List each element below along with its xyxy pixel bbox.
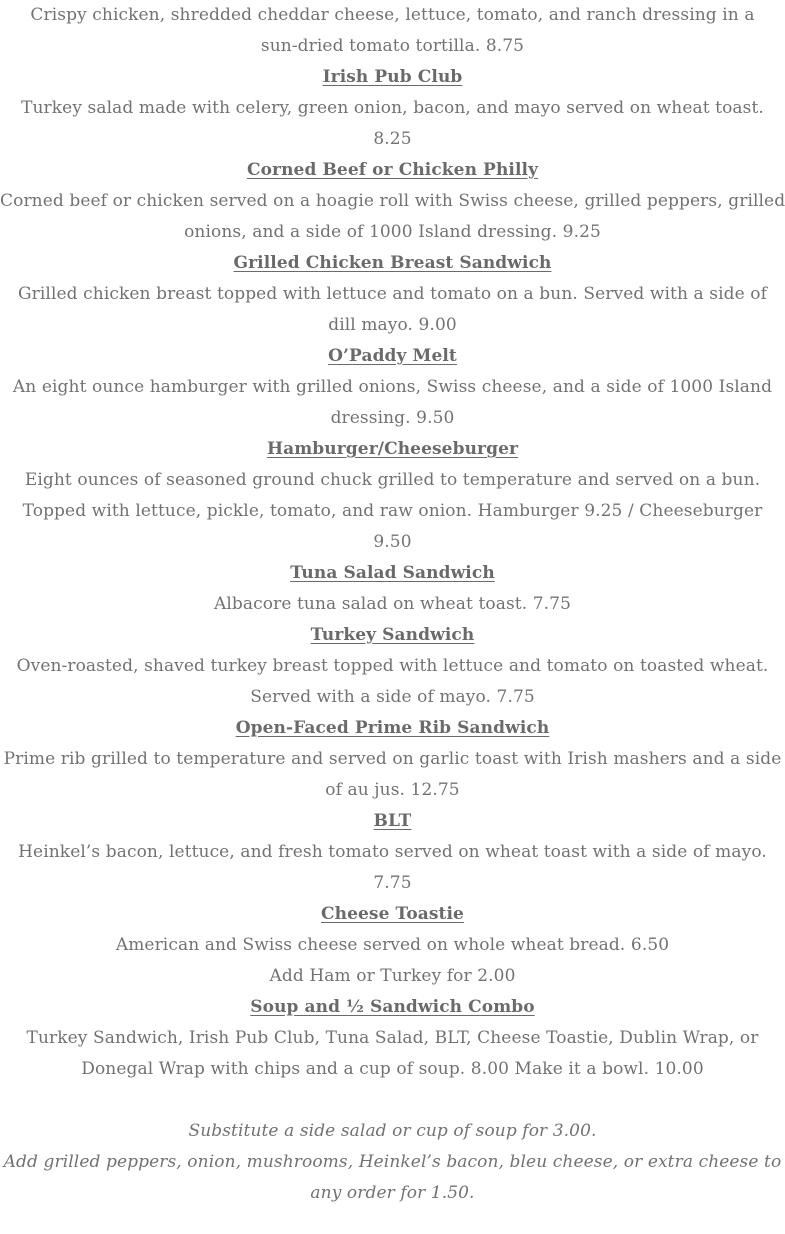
description-line: 8.25 <box>373 129 412 149</box>
menu-item-cheese-toastie <box>0 899 785 992</box>
note-line: Substitute a side salad or cup of soup for 3.00. <box>188 1121 597 1141</box>
item-title: Tuna Salad Sandwich <box>290 563 495 583</box>
item-title: Cheese Toastie <box>321 904 464 924</box>
description-line: Crispy chicken, shredded cheddar cheese, lettuce, tomato, and ranch dressing in a <box>30 5 755 25</box>
description-line: Prime rib grilled to temperature and served on garlic toast with Irish mashers and a side <box>3 749 782 769</box>
description-line: onions, and a side of 1000 Island dressing. 9.25 <box>184 222 601 242</box>
menu-item-blt <box>0 806 785 899</box>
item-title: O’Paddy Melt <box>328 346 457 366</box>
previous-item-description <box>0 0 785 62</box>
description-line: Eight ounces of seasoned ground chuck grilled to temperature and served on a bun. <box>24 470 761 490</box>
description-line: Turkey salad made with celery, green onion, bacon, and mayo served on wheat toast. <box>21 98 764 118</box>
menu-notes <box>0 1116 785 1209</box>
description-line: Donegal Wrap with chips and a cup of soup. 8.00 Make it a bowl. 10.00 <box>81 1059 704 1079</box>
item-title: Irish Pub Club <box>322 67 463 87</box>
description-line: Oven-roasted, shaved turkey breast topped with lettuce and tomato on toasted wheat. <box>16 656 769 676</box>
item-title: Turkey Sandwich <box>310 625 475 645</box>
description-line: Albacore tuna salad on wheat toast. 7.75 <box>214 594 571 614</box>
item-title: Soup and ½ Sandwich Combo <box>250 997 535 1017</box>
note-line: any order for 1.50. <box>310 1183 475 1203</box>
section-spacer <box>0 1085 785 1116</box>
item-title: Open-Faced Prime Rib Sandwich <box>235 718 550 738</box>
note-line: Add grilled peppers, onion, mushrooms, Heinkel’s bacon, bleu cheese, or extra cheese to <box>3 1152 782 1172</box>
item-title: Corned Beef or Chicken Philly <box>246 160 539 180</box>
description-line: Heinkel’s bacon, lettuce, and fresh tomato served on wheat toast with a side of mayo. <box>18 842 767 862</box>
description-line: American and Swiss cheese served on whole wheat bread. 6.50 <box>115 935 670 955</box>
description-line: dressing. 9.50 <box>330 408 455 428</box>
description-line: An eight ounce hamburger with grilled onions, Swiss cheese, and a side of 1000 Island <box>12 377 773 397</box>
item-title: Grilled Chicken Breast Sandwich <box>233 253 552 273</box>
description-line: sun-dried tomato tortilla. 8.75 <box>260 36 525 56</box>
item-title: Hamburger/Cheeseburger <box>266 439 519 459</box>
menu-item-prime-rib-sandwich <box>0 713 785 806</box>
description-line: Turkey Sandwich, Irish Pub Club, Tuna Salad, BLT, Cheese Toastie, Dublin Wrap, or <box>26 1028 759 1048</box>
menu-item-tuna-salad-sandwich <box>0 558 785 620</box>
description-line: of au jus. 12.75 <box>325 780 460 800</box>
menu-item-irish-pub-club <box>0 62 785 155</box>
item-title: BLT <box>373 811 412 831</box>
menu-item-opaddy-melt <box>0 341 785 434</box>
description-line: 7.75 <box>373 873 412 893</box>
description-line: 9.50 <box>373 532 412 552</box>
description-line: Add Ham or Turkey for 2.00 <box>269 966 516 986</box>
description-line: Grilled chicken breast topped with lettuce and tomato on a bun. Served with a side of <box>17 284 768 304</box>
description-line: Topped with lettuce, pickle, tomato, and raw onion. Hamburger 9.25 / Cheeseburger <box>22 501 763 521</box>
description-line: dill mayo. 9.00 <box>328 315 457 335</box>
menu-item-corned-beef-philly <box>0 155 785 248</box>
description-line: Served with a side of mayo. 7.75 <box>250 687 535 707</box>
menu-item-hamburger-cheeseburger <box>0 434 785 558</box>
menu-item-grilled-chicken-breast <box>0 248 785 341</box>
description-line: Corned beef or chicken served on a hoagie roll with Swiss cheese, grilled peppers, grilled <box>0 191 785 211</box>
menu-item-turkey-sandwich <box>0 620 785 713</box>
menu-item-soup-sandwich-combo <box>0 992 785 1085</box>
